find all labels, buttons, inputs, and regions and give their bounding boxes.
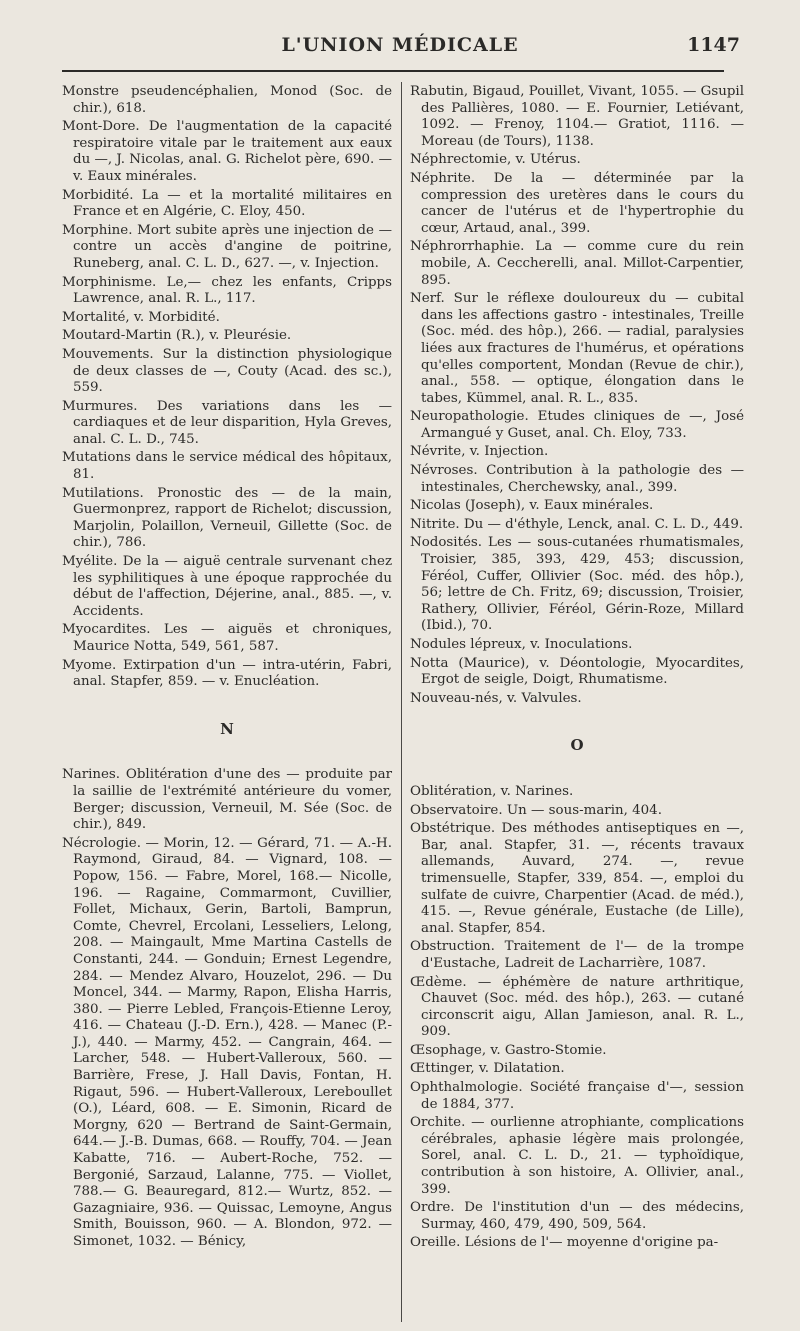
- column-divider: [401, 82, 402, 1322]
- left-column: [62, 84, 392, 1253]
- page-header: [0, 34, 800, 64]
- index-entry: Narines. Oblitération d'une des — produite par la saillie de l'extrémité antérieure du vomer, Berger; discussion, Verneuil, M. Sée (Soc. de chir.), 849.: [62, 767, 392, 833]
- index-entry: Mutilations. Pronostic des — de la main, Guermonprez, rapport de Richelot; discussion, Marjolin, Polaillon, Verneuil, Gillette (Soc. de chir.), 786.: [62, 485, 392, 551]
- index-entry: Névrite, v. Injection.: [410, 444, 549, 460]
- section-letter-n: N: [220, 719, 234, 738]
- index-entry: Ophthalmologie. Société française d'—, session de 1884, 377.: [410, 1080, 744, 1112]
- index-entry: Mutations dans le service médical des hôpitaux, 81.: [62, 450, 392, 483]
- index-entry: Oreille. Lésions de l'— moyenne d'origine pa-: [410, 1235, 719, 1251]
- index-entry: Œsophage, v. Gastro-Stomie.: [410, 1042, 607, 1058]
- index-entry: Néphrorrhaphie. La — comme cure du rein mobile, A. Ceccherelli, anal. Millot-Carpentier, 895.: [410, 239, 744, 288]
- index-entry: Notta (Maurice), v. Déontologie, Myocardites, Ergot de seigle, Doigt, Rhumatisme.: [410, 655, 744, 688]
- index-entry: Nodules lépreux, v. Inoculations.: [410, 637, 633, 652]
- index-entry: Neuropathologie. Etudes cliniques de —, José Armangué y Guset, anal. Ch. Eloy, 733.: [410, 409, 744, 441]
- section-m-entries: [62, 84, 392, 691]
- index-entry: Ordre. De l'institution d'un — des médecins, Surmay, 460, 479, 490, 509, 564.: [410, 1200, 744, 1232]
- right-column: [410, 84, 744, 1254]
- index-entry: Obstétrique. Des méthodes antiseptiques en —, Bar, anal. Stapfer, 31. —, récents travaux allemands, Auvard, 274. —, revue trimensuelle, Stapfer, 339, 854. —, emploi du sulfate de cuivre, Charpentier (Acad. de méd.), 415. —, Revue générale, Eustache (de Lille), anal. Stapfer, 854.: [410, 821, 744, 936]
- index-entry: Nerf. Sur le réflexe douloureux du — cubital dans les affections gastro - intestinales, Treille (Soc. méd. des hôp.), 266. — radial, paralysies liées aux fractures de l'humérus, et opérations qu'elles comportent, Mondan (Revue de chir.), anal., 558. — optique, élongation dans le tabes, Kümmel, anal. R. L., 835.: [410, 291, 744, 406]
- index-entry: Néphrite. De la — déterminée par la compression des uretères dans le cours du cancer de l'utérus et de l'hypertrophie du cœur, Artaud, anal., 399.: [410, 170, 744, 236]
- index-entry: Oblitération, v. Narines.: [410, 783, 574, 799]
- index-entry: Névroses. Contribution à la pathologie des — intestinales, Cherchewsky, anal., 399.: [410, 463, 744, 495]
- index-entry: Mont-Dore. De l'augmentation de la capacité respiratoire vitale par le traitement aux eaux du —, J. Nicolas, anal. G. Richelot père, 690. — v. Eaux minérales.: [62, 119, 392, 184]
- index-entry: Œttinger, v. Dilatation.: [410, 1061, 565, 1077]
- section-n-continued-entries: [410, 84, 744, 707]
- index-entry: Œdème. — éphémère de nature arthritique, Chauvet (Soc. méd. des hôp.), 263. — cutané circonscrit aigu, Allan Jamieson, anal. R. L., 909.: [410, 974, 744, 1040]
- index-entry: Nouveau-nés, v. Valvules.: [410, 690, 582, 706]
- index-entry: Moutard-Martin (R.), v. Pleurésie.: [62, 328, 292, 344]
- index-entry: Morphine. Mort subite après une injection de — contre un accès d'angine de poitrine, Runeberg, anal. C. L. D., 627. —, v. Injection.: [62, 222, 392, 271]
- index-entry: Néphrectomie, v. Utérus.: [410, 152, 581, 168]
- index-entry: Myocardites. Les — aiguës et chroniques, Maurice Notta, 549, 561, 587.: [62, 622, 392, 654]
- index-entry: Morphinisme. Le,— chez les enfants, Cripps Lawrence, anal. R. L., 117.: [62, 274, 392, 307]
- index-entry: Nitrite. Du — d'éthyle, Lenck, anal. C. L. D., 449.: [410, 516, 744, 532]
- index-entry: Obstruction. Traitement de l'— de la trompe d'Eustache, Ladreit de Lacharrière, 1087.: [410, 939, 744, 971]
- section-o-entries: [410, 784, 744, 1252]
- index-entry: Morbidité. La — et la mortalité militaires en France et en Algérie, C. Eloy, 450.: [62, 187, 392, 220]
- index-entry: Murmures. Des variations dans les — cardiaques et de leur disparition, Hyla Greves, anal. C. L. D., 745.: [62, 398, 392, 447]
- index-entry: Orchite. — ourlienne atrophiante, complications cérébrales, aphasie légère mais prolongée, Sorel, anal. C. L. D., 21. — typhoïdique, contribution à son histoire, A. Ollivier, anal., 399.: [410, 1115, 744, 1197]
- running-title: L'UNION MÉDICALE: [281, 34, 519, 56]
- index-entry: Nicolas (Joseph), v. Eaux minérales.: [410, 498, 654, 514]
- section-n-entries: [62, 767, 392, 1250]
- page-number: 1147: [687, 34, 740, 56]
- index-entry: Monstre pseudencéphalien, Monod (Soc. de chir.), 618.: [62, 84, 392, 116]
- index-entry: Myélite. De la — aiguë centrale survenant chez les syphilitiques à une époque rapprochée du début de l'affection, Déjerine, anal., 885. —, v. Accidents.: [62, 554, 392, 619]
- section-letter-o: O: [570, 736, 584, 755]
- index-entry: Observatoire. Un — sous-marin, 404.: [410, 802, 662, 818]
- index-entry: Mortalité, v. Morbidité.: [62, 309, 220, 325]
- header-rule: [62, 70, 724, 72]
- index-entry: Myome. Extirpation d'un — intra-utérin, Fabri, anal. Stapfer, 859. — v. Enucléation.: [62, 657, 392, 690]
- index-entry: Mouvements. Sur la distinction physiologique de deux classes de —, Couty (Acad. des sc.), 559.: [62, 346, 392, 396]
- index-entry: Nécrologie. — Morin, 12. — Gérard, 71. — A.-H. Raymond, Giraud, 84. — Vignard, 108. — Popow, 156. — Fabre, Morel, 168.— Nicolle, 196. — Ragaine, Commarmont, Cuvillier, Follet, Michaux, Gerin, Bartoli, Bamprun, Comte, Chevrel, Ercolani, Lesseliers, Lelong, 208. — Maingault, Mme Martina Castells de Constanti, 244. — Gonduin; Ernest Legendre, 284. — Mendez Alvaro, Houzelot, 296. — Du Moncel, 344. — Marmy, Rapon, Elisha Harris, 380. — Pierre Lebled, François-Etienne Leroy, 416. — Chateau (J.-D. Ern.), 428. — Manec (P.-J.), 440. — Marmy, 452. — Cangrain, 464. — Larcher, 548. — Hubert-Valleroux, 560. — Barrière, Frese, J. Hall Davis, Fontan, H. Rigaut, 596. — Hubert-Valleroux, Lereboullet (O.), Léard, 608. — E. Simonin, Ricard de Morgny, 620 — Bertrand de Saint-Germain, 644.— J.-B. Dumas, 668. — Rouffy, 704. — Jean Kabatte, 716. — Aubert-Roche, 752. — Bergonié, Sarzaud, Lalanne, 775. — Viollet, 788.— G. Beauregard, 812.— Wurtz, 852. — Gazagniaire, 936. — Quissac, Lemoyne, Angus Smith, Bouisson, 960. — A. Blondon, 972. — Simonet, 1032. — Bénicy,: [62, 835, 392, 1249]
- index-entry: Rabutin, Bigaud, Pouillet, Vivant, 1055. — Gsupil des Pallières, 1080. — E. Fournier, Letiévant, 1092. — Frenoy, 1104.— Gratiot, 1116. — Moreau (de Tours), 1138.: [410, 84, 744, 149]
- index-entry: Nodosités. Les — sous-cutanées rhumatismales, Troisier, 385, 393, 429, 453; discussion, Féréol, Cuffer, Ollivier (Soc. méd. des hôp.), 56; lettre de Ch. Fritz, 69; discussion, Troisier, Rathery, Ollivier, Féréol, Gérin-Roze, Millard (Ibid.), 70.: [410, 535, 744, 634]
